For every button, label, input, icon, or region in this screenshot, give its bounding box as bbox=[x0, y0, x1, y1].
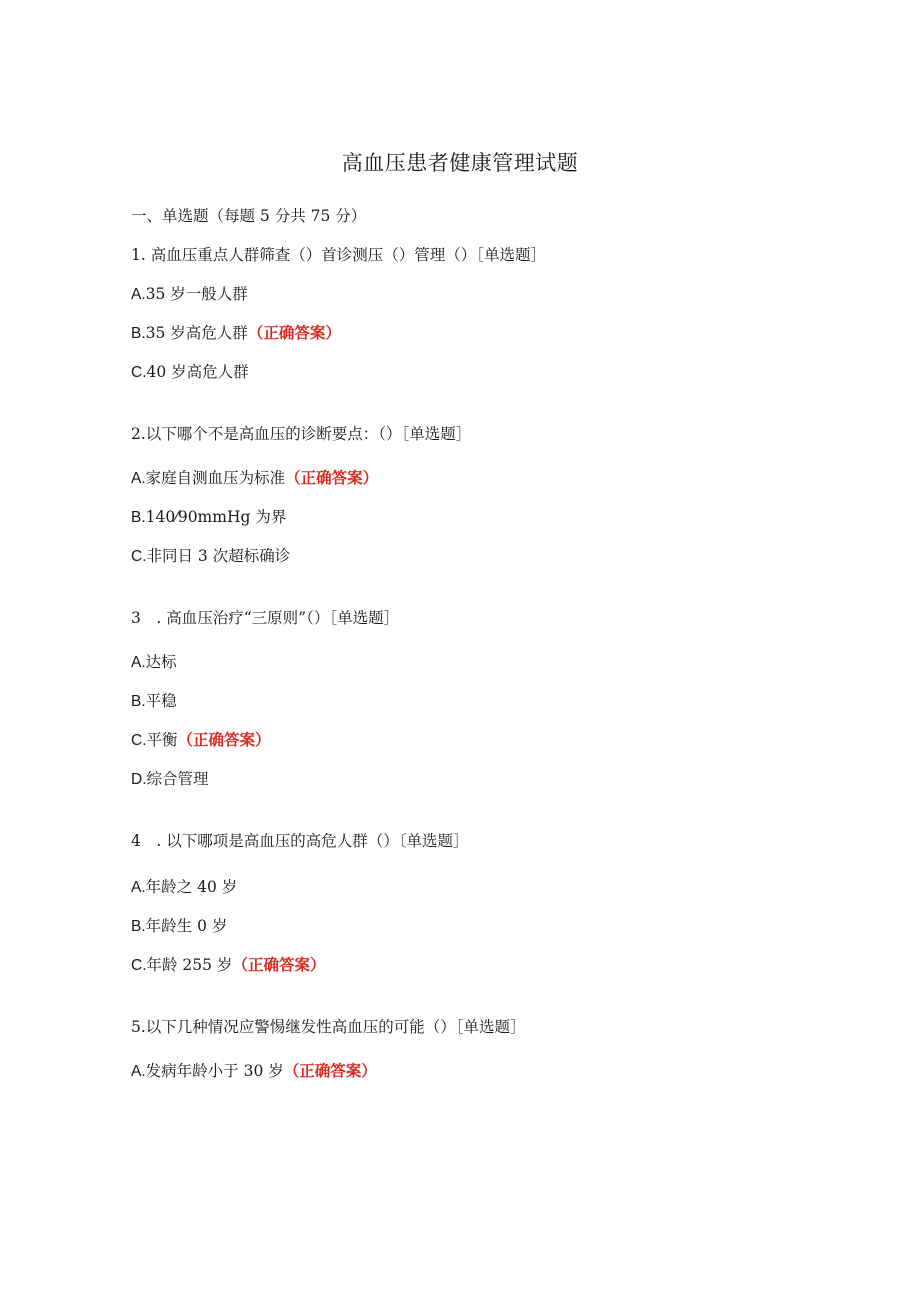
question-1-option-c bbox=[131, 362, 249, 383]
question-1-option-a bbox=[131, 284, 248, 305]
option-letter: A. bbox=[131, 879, 146, 896]
option-letter: B. bbox=[131, 918, 146, 935]
option-letter: C. bbox=[131, 957, 147, 974]
option-text: 140⁄90mmHg 为界 bbox=[145, 508, 287, 526]
question-3-option-d bbox=[131, 769, 209, 790]
option-text: 平稳 bbox=[145, 692, 177, 710]
option-text: 年龄 255 岁 bbox=[146, 956, 233, 974]
option-text: 35 岁一般人群 bbox=[145, 285, 248, 303]
option-letter: D. bbox=[131, 771, 147, 788]
option-text: 非同日 3 次超标确诊 bbox=[146, 547, 291, 565]
question-5-option-a bbox=[131, 1061, 377, 1082]
option-text: 40 岁高危人群 bbox=[146, 363, 249, 381]
correct-answer-mark: （正确答案） bbox=[283, 1062, 377, 1080]
question-2-option-a bbox=[131, 468, 378, 489]
question-1-option-b bbox=[131, 323, 341, 344]
question-2-option-b bbox=[131, 507, 286, 528]
option-text: 发病年龄小于 30 岁 bbox=[145, 1062, 284, 1080]
correct-answer-mark: （正确答案） bbox=[232, 956, 326, 974]
option-letter: C. bbox=[131, 732, 147, 749]
option-text: 35 岁高危人群 bbox=[145, 324, 248, 342]
section-heading: 一、单选题（每题 5 分共 75 分） bbox=[131, 207, 367, 225]
option-letter: B. bbox=[131, 509, 146, 526]
question-2-option-c bbox=[131, 546, 290, 567]
question-3-option-a bbox=[131, 652, 177, 673]
option-text: 平衡 bbox=[146, 731, 178, 749]
option-letter: A. bbox=[131, 654, 146, 671]
option-text: 年龄生 0 岁 bbox=[145, 917, 228, 935]
correct-answer-mark: （正确答案） bbox=[247, 324, 341, 342]
question-3-stem: 3 . 高血压治疗“三原则”（）［单选题］ bbox=[131, 609, 400, 627]
option-letter: B. bbox=[131, 693, 146, 710]
option-letter: C. bbox=[131, 548, 147, 565]
question-3-option-c bbox=[131, 730, 271, 751]
correct-answer-mark: （正确答案） bbox=[285, 469, 379, 487]
option-text: 家庭自测血压为标准 bbox=[145, 469, 286, 487]
page-title: 高血压患者健康管理试题 bbox=[341, 151, 579, 175]
option-text: 年龄之 40 岁 bbox=[145, 878, 238, 896]
question-5-stem: 5.以下几种情况应警惕继发性高血压的可能（）［单选题］ bbox=[131, 1018, 526, 1036]
option-text: 达标 bbox=[145, 653, 177, 671]
option-letter: C. bbox=[131, 364, 147, 381]
option-letter: A. bbox=[131, 470, 146, 487]
option-text: 综合管理 bbox=[146, 770, 209, 788]
question-4-option-c bbox=[131, 955, 325, 976]
question-4-option-b bbox=[131, 916, 227, 937]
question-4-option-a bbox=[131, 877, 237, 898]
question-1-stem: 1. 高血压重点人群筛查（）首诊测压（）管理（）［单选题］ bbox=[131, 246, 546, 264]
option-letter: A. bbox=[131, 286, 146, 303]
question-3-option-b bbox=[131, 691, 177, 712]
option-letter: A. bbox=[131, 1063, 146, 1080]
question-4-stem: 4 . 以下哪项是高血压的高危人群（）〔单选题］ bbox=[131, 832, 469, 850]
option-letter: B. bbox=[131, 325, 146, 342]
correct-answer-mark: （正确答案） bbox=[177, 731, 271, 749]
question-2-stem: 2.以下哪个不是高血压的诊断要点：（）［单选题］ bbox=[131, 425, 472, 443]
